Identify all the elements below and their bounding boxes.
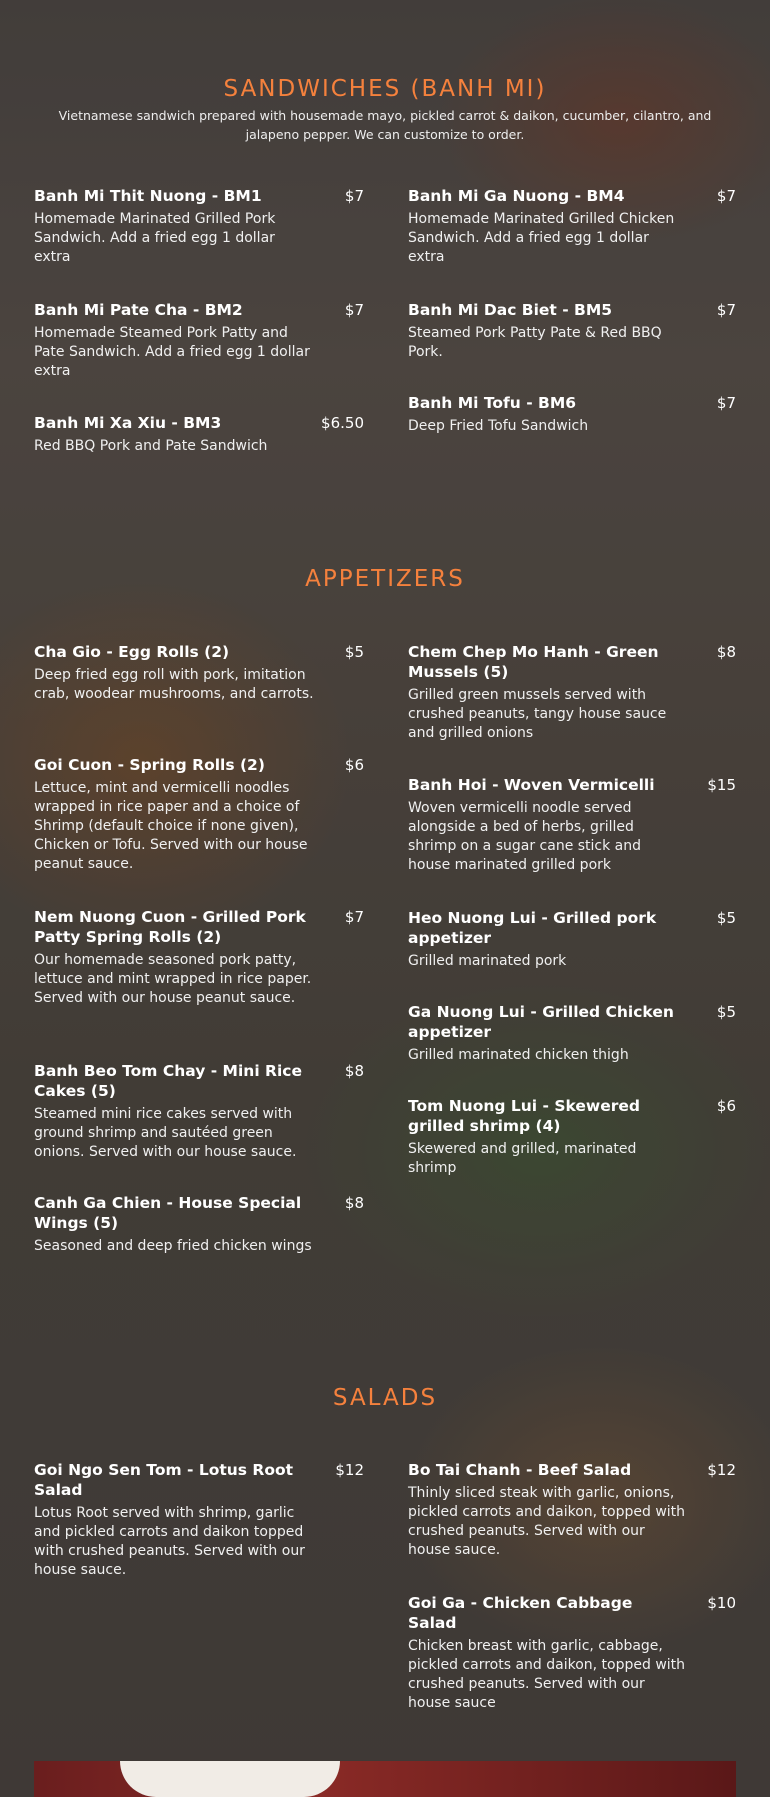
menu-item (34, 1193, 364, 1256)
menu-item (34, 1460, 364, 1580)
item-price: $7 (716, 301, 736, 319)
item-name: Canh Ga Chien - House Special Wings (5) (34, 1194, 302, 1232)
salads-section (0, 1385, 770, 1411)
item-description: Our homemade seasoned pork patty, lettuce and mint wrapped in rice paper. Served with our house peanut sauce. (34, 952, 312, 1006)
item-name: Banh Beo Tom Chay - Mini Rice Cakes (5) (34, 1062, 302, 1100)
item-price: $8 (344, 1062, 364, 1080)
item-price: $7 (344, 187, 364, 205)
sandwiches-description: Vietnamese sandwich prepared with housemade mayo, pickled carrot & daikon, cucumber, cilantro, and jalapeno pepper. We can customize to order. (58, 108, 712, 142)
item-price: $7 (344, 301, 364, 319)
item-name: Tom Nuong Lui - Skewered grilled shrimp (4) (408, 1097, 640, 1135)
menu-item (408, 1002, 736, 1065)
menu-item (408, 1096, 736, 1178)
item-description: Seasoned and deep fried chicken wings (34, 1238, 312, 1254)
item-description: Chicken breast with garlic, cabbage, pickled carrots and daikon, topped with crushed peanuts. Served with our house sauce (408, 1638, 686, 1711)
menu-item (408, 1460, 736, 1560)
item-price: $7 (344, 908, 364, 926)
menu-item (408, 908, 736, 971)
item-description: Lotus Root served with shrimp, garlic and pickled carrots and daikon topped with crushed peanuts. Served with our house sauce. (34, 1505, 305, 1578)
item-description: Steamed Pork Patty Pate & Red BBQ Pork. (408, 325, 662, 360)
item-description: Skewered and grilled, marinated shrimp (408, 1141, 637, 1176)
item-description: Homemade Steamed Pork Patty and Pate Sandwich. Add a fried egg 1 dollar extra (34, 325, 310, 379)
item-name: Cha Gio - Egg Rolls (2) (34, 643, 230, 661)
menu-item (408, 642, 736, 743)
item-price: $15 (707, 776, 736, 794)
item-name: Goi Cuon - Spring Rolls (2) (34, 756, 265, 774)
appetizers-title: APPETIZERS (305, 566, 465, 592)
menu-item (34, 907, 364, 1008)
menu-item (34, 186, 364, 267)
item-name: Banh Mi Thit Nuong - BM1 (34, 187, 262, 205)
item-description: Grilled marinated chicken thigh (408, 1047, 629, 1063)
item-name: Banh Hoi - Woven Vermicelli (408, 776, 655, 794)
item-price: $8 (344, 1194, 364, 1212)
item-description: Red BBQ Pork and Pate Sandwich (34, 438, 268, 454)
item-name: Banh Mi Xa Xiu - BM3 (34, 414, 222, 432)
sandwiches-title: SANDWICHES (BANH MI) (223, 76, 547, 102)
item-description: Steamed mini rice cakes served with ground shrimp and sautéed green onions. Served with our house sauce. (34, 1106, 297, 1160)
item-description: Lettuce, mint and vermicelli noodles wrapped in rice paper and a choice of Shrimp (default choice if none given), Chicken or Tofu. Served with our house peanut sauce. (34, 780, 308, 872)
item-price: $5 (716, 909, 736, 927)
menu-item (34, 413, 364, 456)
menu-item (408, 300, 736, 362)
item-name: Banh Mi Pate Cha - BM2 (34, 301, 243, 319)
item-price: $8 (716, 643, 736, 661)
item-description: Grilled green mussels served with crushed peanuts, tangy house sauce and grilled onions (408, 687, 667, 741)
item-price: $12 (707, 1461, 736, 1479)
item-name: Heo Nuong Lui - Grilled pork appetizer (408, 909, 657, 947)
item-name: Goi Ga - Chicken Cabbage Salad (408, 1594, 633, 1632)
item-description: Homemade Marinated Grilled Pork Sandwich. Add a fried egg 1 dollar extra (34, 211, 276, 265)
item-name: Bo Tai Chanh - Beef Salad (408, 1461, 632, 1479)
item-name: Nem Nuong Cuon - Grilled Pork Patty Spring Rolls (2) (34, 908, 306, 946)
item-name: Chem Chep Mo Hanh - Green Mussels (5) (408, 643, 659, 681)
item-name: Banh Mi Dac Biet - BM5 (408, 301, 613, 319)
salads-title: SALADS (332, 1385, 438, 1411)
item-name: Banh Mi Ga Nuong - BM4 (408, 187, 625, 205)
menu-item (34, 755, 364, 874)
item-description: Homemade Marinated Grilled Chicken Sandwich. Add a fried egg 1 dollar extra (408, 211, 675, 265)
item-price: $7 (716, 187, 736, 205)
item-price: $5 (344, 643, 364, 661)
menu-item (408, 1593, 736, 1713)
item-description: Deep fried egg roll with pork, imitation crab, woodear mushrooms, and carrots. (34, 667, 314, 702)
menu-item (34, 300, 364, 381)
item-description: Grilled marinated pork (408, 953, 567, 969)
item-name: Banh Mi Tofu - BM6 (408, 394, 577, 412)
appetizers-section (0, 566, 770, 592)
item-price: $6 (716, 1097, 736, 1115)
item-price: $12 (335, 1461, 364, 1479)
item-name: Goi Ngo Sen Tom - Lotus Root Salad (34, 1461, 294, 1499)
menu-item (408, 775, 736, 875)
item-description: Woven vermicelli noodle served alongside a bed of herbs, grilled shrimp on a sugar cane stick and house marinated grilled pork (408, 800, 642, 873)
item-price: $6.50 (321, 414, 364, 432)
item-description: Thinly sliced steak with garlic, onions, pickled carrots and daikon, topped with crushed peanuts. Served with our house sauce. (408, 1485, 686, 1558)
plate-image (120, 1761, 340, 1797)
item-description: Deep Fried Tofu Sandwich (408, 418, 589, 434)
item-price: $10 (707, 1594, 736, 1612)
item-price: $7 (716, 394, 736, 412)
menu-item (34, 1061, 364, 1162)
sandwiches-section (0, 76, 770, 144)
item-name: Ga Nuong Lui - Grilled Chicken appetizer (408, 1003, 674, 1041)
item-price: $5 (716, 1003, 736, 1021)
menu-item (34, 642, 364, 704)
item-price: $6 (344, 756, 364, 774)
menu-item (408, 393, 736, 436)
menu-item (408, 186, 736, 267)
